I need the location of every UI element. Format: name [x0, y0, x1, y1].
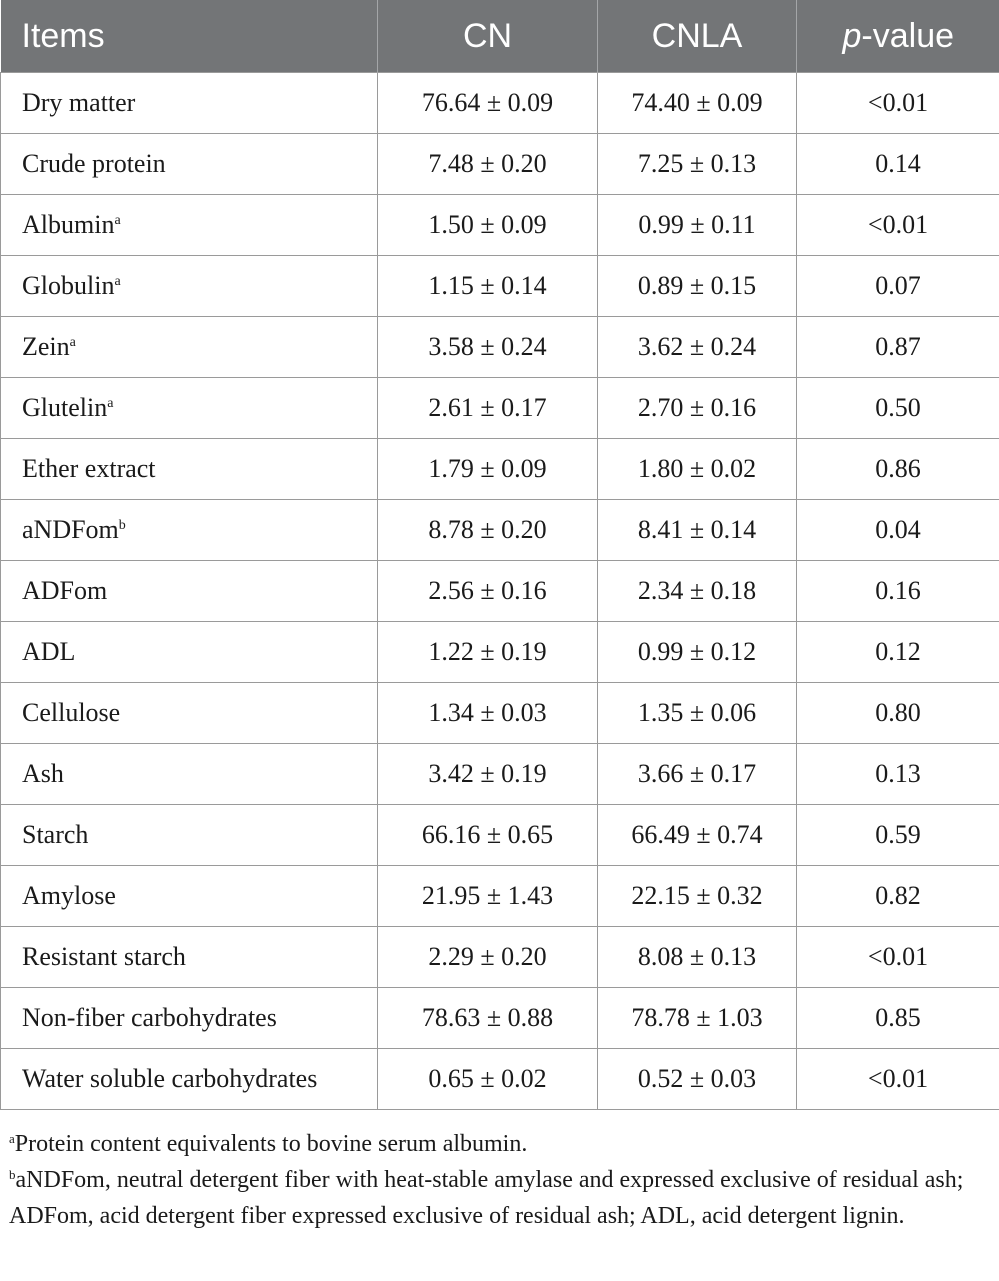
item-cell: [1, 927, 378, 988]
item-cell: [1, 622, 378, 683]
item-name: Starch: [22, 820, 89, 849]
cnla-value-cell: 2.34 ± 0.18: [598, 561, 797, 622]
cn-value-cell: 1.79 ± 0.09: [378, 439, 598, 500]
cnla-value-cell: 78.78 ± 1.03: [598, 988, 797, 1049]
table-row: [1, 561, 999, 622]
item-cell: [1, 195, 378, 256]
cn-value-cell: 3.58 ± 0.24: [378, 317, 598, 378]
item-name: Ash: [22, 759, 64, 788]
p-value-cell: <0.01: [797, 73, 999, 134]
p-value-cell: 0.07: [797, 256, 999, 317]
cn-value-cell: 1.22 ± 0.19: [378, 622, 598, 683]
p-value-cell: 0.50: [797, 378, 999, 439]
cn-value-cell: 1.15 ± 0.14: [378, 256, 598, 317]
p-value-cell: 0.13: [797, 744, 999, 805]
cnla-value-cell: 2.70 ± 0.16: [598, 378, 797, 439]
header-p-value: [797, 0, 999, 73]
item-name: ADL: [22, 637, 76, 666]
item-name: Ether extract: [22, 454, 156, 483]
table-row: [1, 622, 999, 683]
item-cell: [1, 134, 378, 195]
footnote-marker: b: [118, 518, 126, 533]
table-row: [1, 439, 999, 500]
p-value-cell: 0.04: [797, 500, 999, 561]
cn-value-cell: 66.16 ± 0.65: [378, 805, 598, 866]
table-row: [1, 744, 999, 805]
footnote-a: [9, 1126, 984, 1162]
p-value-cell: <0.01: [797, 195, 999, 256]
p-value-cell: 0.80: [797, 683, 999, 744]
cn-value-cell: 0.65 ± 0.02: [378, 1049, 598, 1110]
header-row: [1, 0, 999, 73]
item-name: Albumin: [22, 210, 115, 239]
table-row: [1, 195, 999, 256]
item-name: Amylose: [22, 881, 116, 910]
header-items: Items: [1, 0, 378, 73]
item-name: Water soluble carbohydrates: [22, 1064, 318, 1093]
p-value-cell: 0.16: [797, 561, 999, 622]
item-cell: [1, 805, 378, 866]
cn-value-cell: 78.63 ± 0.88: [378, 988, 598, 1049]
cnla-value-cell: 0.99 ± 0.12: [598, 622, 797, 683]
table-row: [1, 927, 999, 988]
cn-value-cell: 7.48 ± 0.20: [378, 134, 598, 195]
header-p-suffix: -value: [861, 16, 955, 55]
cnla-value-cell: 0.89 ± 0.15: [598, 256, 797, 317]
cnla-value-cell: 3.66 ± 0.17: [598, 744, 797, 805]
table-row: [1, 866, 999, 927]
footnote-a-text: Protein content equivalents to bovine serum albumin.: [14, 1131, 528, 1157]
item-name: aNDFom: [22, 515, 119, 544]
footnotes: [9, 1126, 984, 1234]
cnla-value-cell: 0.52 ± 0.03: [598, 1049, 797, 1110]
p-value-cell: 0.87: [797, 317, 999, 378]
table-row: [1, 988, 999, 1049]
p-value-cell: 0.86: [797, 439, 999, 500]
item-name: Non-fiber carbohydrates: [22, 1003, 277, 1032]
table-row: [1, 500, 999, 561]
item-name: Globulin: [22, 271, 115, 300]
footnote-marker: a: [114, 213, 121, 228]
p-value-cell: 0.59: [797, 805, 999, 866]
item-name: Dry matter: [22, 88, 136, 117]
header-cnla: CNLA: [598, 0, 797, 73]
table-row: [1, 805, 999, 866]
header-p-italic: p: [842, 16, 862, 55]
table-row: [1, 317, 999, 378]
footnote-marker: a: [114, 274, 121, 289]
cnla-value-cell: 0.99 ± 0.11: [598, 195, 797, 256]
table-row: [1, 73, 999, 134]
footnote-a-mark: a: [9, 1131, 15, 1146]
item-cell: [1, 866, 378, 927]
p-value-cell: <0.01: [797, 927, 999, 988]
footnote-marker: a: [107, 396, 114, 411]
footnote-b-mark: b: [9, 1167, 16, 1182]
item-cell: [1, 73, 378, 134]
footnote-marker: a: [69, 335, 76, 350]
cn-value-cell: 3.42 ± 0.19: [378, 744, 598, 805]
table-row: [1, 256, 999, 317]
p-value-cell: 0.12: [797, 622, 999, 683]
cnla-value-cell: 7.25 ± 0.13: [598, 134, 797, 195]
item-name: Crude protein: [22, 149, 166, 178]
cn-value-cell: 2.61 ± 0.17: [378, 378, 598, 439]
item-cell: [1, 988, 378, 1049]
cnla-value-cell: 8.08 ± 0.13: [598, 927, 797, 988]
table-row: [1, 378, 999, 439]
cnla-value-cell: 74.40 ± 0.09: [598, 73, 797, 134]
p-value-cell: <0.01: [797, 1049, 999, 1110]
table-row: [1, 1049, 999, 1110]
footnote-b: [9, 1162, 984, 1234]
header-cn: CN: [378, 0, 598, 73]
p-value-cell: 0.82: [797, 866, 999, 927]
item-name: Zein: [22, 332, 70, 361]
table-row: [1, 134, 999, 195]
cn-value-cell: 1.34 ± 0.03: [378, 683, 598, 744]
cnla-value-cell: 3.62 ± 0.24: [598, 317, 797, 378]
item-cell: [1, 500, 378, 561]
cn-value-cell: 2.56 ± 0.16: [378, 561, 598, 622]
p-value-cell: 0.85: [797, 988, 999, 1049]
table-body: [1, 73, 999, 1110]
item-cell: [1, 683, 378, 744]
cnla-value-cell: 1.80 ± 0.02: [598, 439, 797, 500]
item-cell: [1, 317, 378, 378]
cnla-value-cell: 1.35 ± 0.06: [598, 683, 797, 744]
cn-value-cell: 21.95 ± 1.43: [378, 866, 598, 927]
item-cell: [1, 378, 378, 439]
cnla-value-cell: 22.15 ± 0.32: [598, 866, 797, 927]
p-value-cell: 0.14: [797, 134, 999, 195]
cnla-value-cell: 8.41 ± 0.14: [598, 500, 797, 561]
item-cell: [1, 744, 378, 805]
item-cell: [1, 439, 378, 500]
item-name: Glutelin: [22, 393, 108, 422]
table-row: [1, 683, 999, 744]
footnote-b-text: aNDFom, neutral detergent fiber with heat-stable amylase and expressed exclusive of residual ash; ADFom, acid detergent fiber expressed exclusive of residual ash; ADL, acid detergent lignin.: [9, 1167, 964, 1229]
cnla-value-cell: 66.49 ± 0.74: [598, 805, 797, 866]
item-name: Resistant starch: [22, 942, 186, 971]
item-name: Cellulose: [22, 698, 121, 727]
cn-value-cell: 1.50 ± 0.09: [378, 195, 598, 256]
item-name: ADFom: [22, 576, 108, 605]
cn-value-cell: 76.64 ± 0.09: [378, 73, 598, 134]
cn-value-cell: 2.29 ± 0.20: [378, 927, 598, 988]
item-cell: [1, 561, 378, 622]
item-cell: [1, 256, 378, 317]
cn-value-cell: 8.78 ± 0.20: [378, 500, 598, 561]
item-cell: [1, 1049, 378, 1110]
